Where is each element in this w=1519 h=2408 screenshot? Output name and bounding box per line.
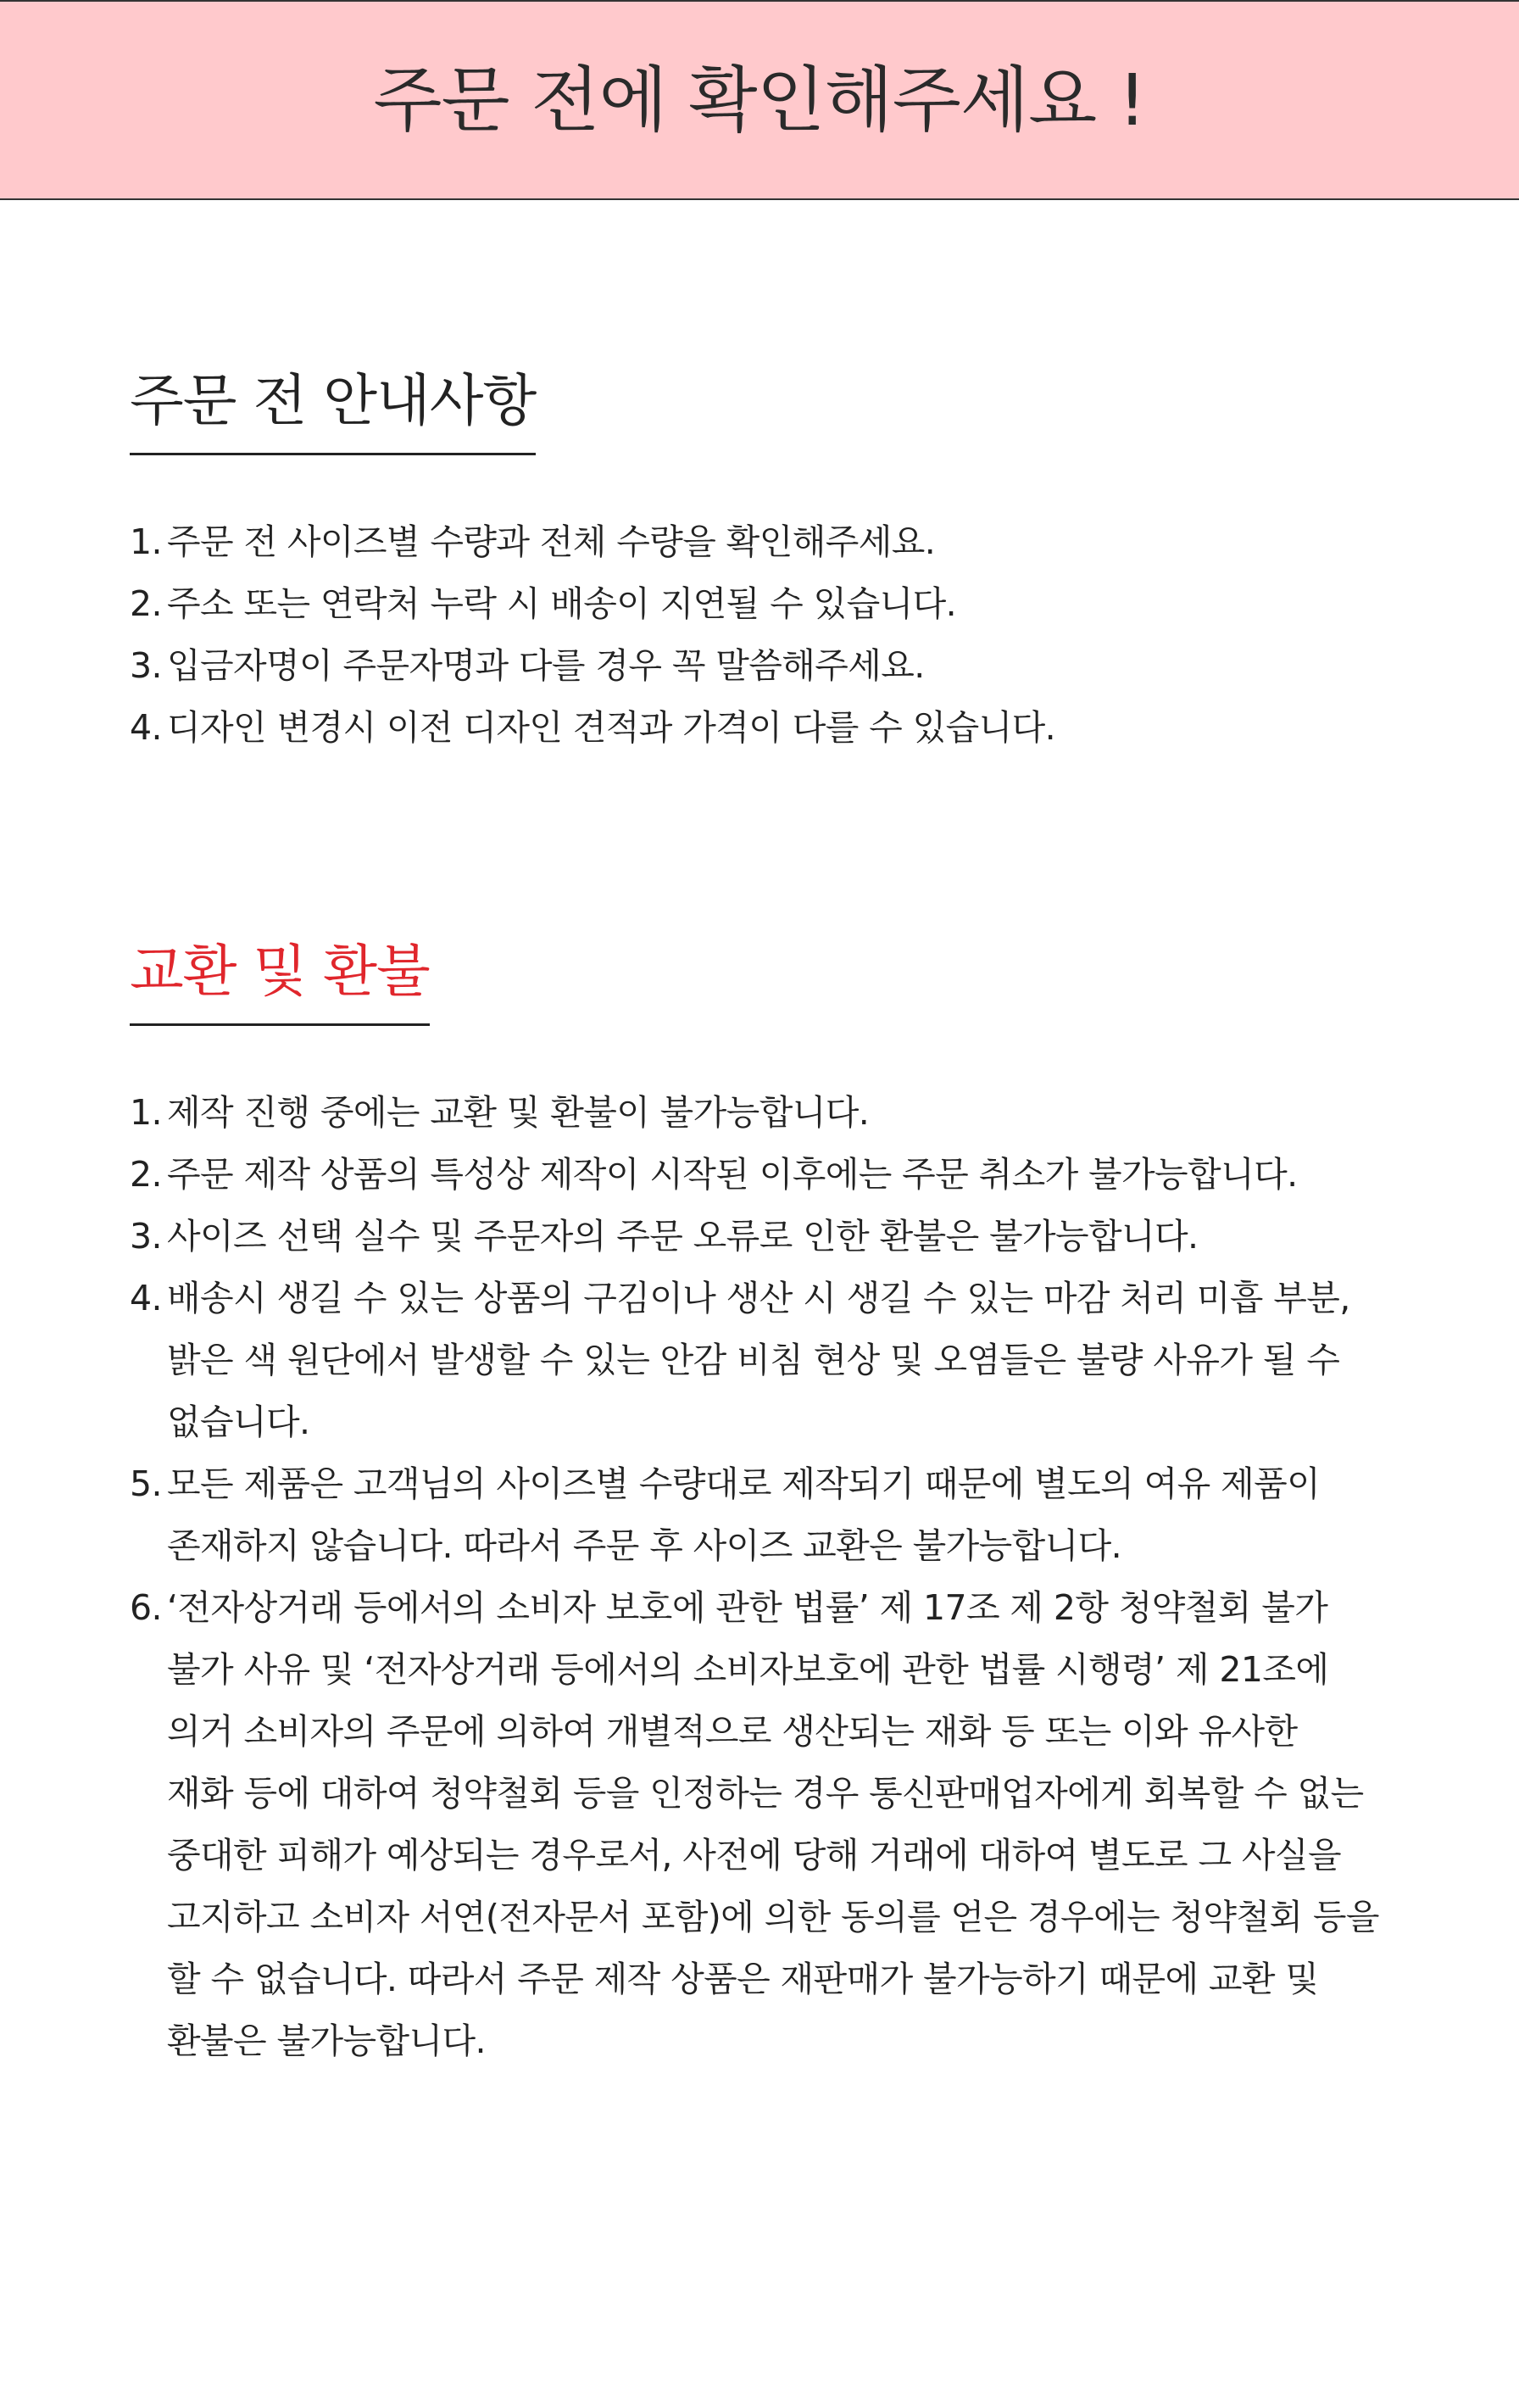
item-number: 3. (130, 644, 162, 686)
item-text: ‘전자상거래 등에서의 소비자 보호에 관한 법률’ 제 17조 제 2항 청약철회 불가 불가 사유 및 ‘전자상거래 등에서의 소비자보호에 관한 법률 시행령’ 제 21조에 의거 소비자의 주문에 의하여 개별적으로 생산되는 재화 등 또는 이와 유사한 재화 등에 대하여 청약철회 등을 인정하는 경우 통신판매업자에게 회복할 수 없는 중대한 피해가 예상되는 경우로서, 사전에 당해 거래에 대하여 별도로 그 사실을 고지하고 소비자 서연(전자문서 포함)에 의한 동의를 얻은 경우에는 청약철회 등을 할 수 없습니다. 따라서 주문 제작 상품은 재판매가 불가능하기 때문에 교환 및 환불은 불가능합니다. (167, 1586, 1379, 2061)
order-notice-heading: 주문 전 안내사항 (130, 371, 536, 455)
item-number: 1. (130, 521, 162, 562)
item-number: 2. (130, 582, 162, 624)
list-item (130, 635, 1401, 697)
item-number: 1. (130, 1091, 162, 1133)
item-number: 3. (130, 1215, 162, 1257)
item-number: 6. (130, 1586, 162, 1628)
order-notice-section (130, 368, 1401, 759)
list-item (130, 1206, 1401, 1268)
list-item (130, 511, 1401, 573)
item-number: 4. (130, 1277, 162, 1318)
item-text: 디자인 변경시 이전 디자인 견적과 가격이 다를 수 있습니다. (167, 706, 1056, 748)
item-text: 제작 진행 중에는 교환 및 환불이 불가능합니다. (167, 1091, 870, 1133)
item-text: 모든 제품은 고객님의 사이즈별 수량대로 제작되기 때문에 별도의 여유 제품이 존재하지 않습니다. 따라서 주문 후 사이즈 교환은 불가능합니다. (167, 1463, 1321, 1566)
page-title: 주문 전에 확인해주세요 ! (373, 59, 1146, 142)
list-item (130, 573, 1401, 635)
list-item (130, 1082, 1401, 1144)
item-text: 주문 전 사이즈별 수량과 전체 수량을 확인해주세요. (167, 521, 936, 562)
list-item (130, 1144, 1401, 1206)
list-item (130, 1453, 1401, 1577)
item-number: 5. (130, 1463, 162, 1504)
item-text: 입금자명이 주문자명과 다를 경우 꼭 말씀해주세요. (167, 644, 925, 686)
exchange-refund-list (130, 1082, 1401, 2072)
order-notice-list (130, 511, 1401, 759)
list-item (130, 1268, 1401, 1453)
item-text: 주문 제작 상품의 특성상 제작이 시작된 이후에는 주문 취소가 불가능합니다. (167, 1153, 1298, 1195)
item-text: 배송시 생길 수 있는 상품의 구김이나 생산 시 생길 수 있는 마감 처리 미흡 부분, 밝은 색 원단에서 발생할 수 있는 안감 비침 현상 및 오염들은 불량 사유가 될 수 없습니다. (167, 1277, 1350, 1442)
item-number: 4. (130, 706, 162, 748)
header-banner (0, 0, 1519, 200)
exchange-refund-section (130, 941, 1401, 2072)
exchange-refund-heading: 교환 및 환불 (130, 941, 430, 1026)
item-text: 사이즈 선택 실수 및 주문자의 주문 오류로 인한 환불은 불가능합니다. (167, 1215, 1199, 1257)
item-text: 주소 또는 연락처 누락 시 배송이 지연될 수 있습니다. (167, 582, 957, 624)
item-number: 2. (130, 1153, 162, 1195)
list-item (130, 697, 1401, 759)
list-item (130, 1577, 1401, 2072)
